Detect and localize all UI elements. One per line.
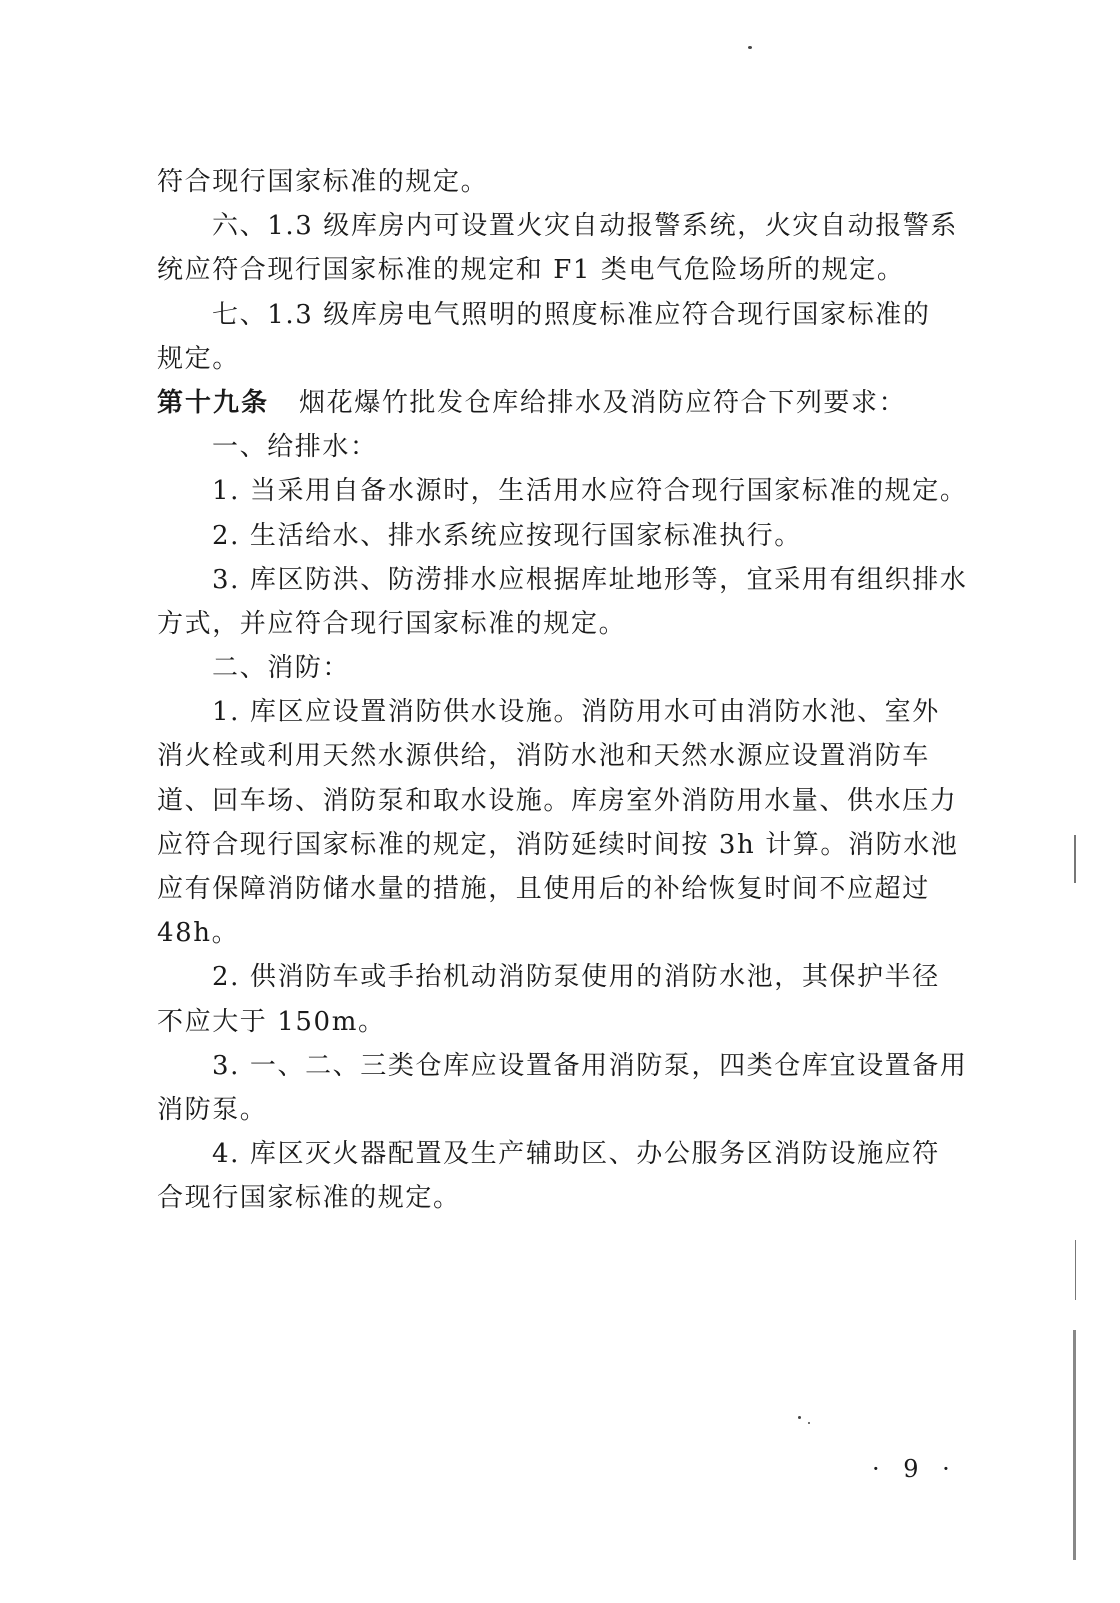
text-line: 方式，并应符合现行国家标准的规定。 xyxy=(157,608,627,639)
scan-speck xyxy=(808,1422,810,1424)
text-line: 48h。 xyxy=(157,918,240,949)
text-line: 符合现行国家标准的规定。 xyxy=(157,167,489,197)
section-heading: 二、消防： xyxy=(212,653,351,684)
text-line: 统应符合现行国家标准的规定和 F1 类电气危险场所的规定。 xyxy=(157,255,905,286)
text-line: 应符合现行国家标准的规定，消防延续时间按 3h 计算。消防水池 xyxy=(157,829,959,860)
text-line: 道、回车场、消防泵和取水设施。库房室外消防用水量、供水压力 xyxy=(157,785,958,816)
text-line: 六、1.3 级库房内可设置火灾自动报警系统，火灾自动报警系 xyxy=(212,211,959,242)
text-line: 2. 生活给水、排水系统应按现行国家标准执行。 xyxy=(212,520,802,551)
text-line: 规定。 xyxy=(157,343,240,374)
scan-speck xyxy=(748,46,752,49)
text-line: 消火栓或利用天然水源供给，消防水池和天然水源应设置消防车 xyxy=(157,741,930,772)
text-line: 不应大于 150m。 xyxy=(157,1006,386,1037)
text-line: 1. 库区应设置消防供水设施。消防用水可由消防水池、室外 xyxy=(212,697,940,728)
text-line: 3. 库区防洪、防涝排水应根据库址地形等，宜采用有组织排水 xyxy=(212,564,968,595)
article-text: 烟花爆竹批发仓库给排水及消防应符合下列要求： xyxy=(299,387,907,418)
section-heading: 一、给排水： xyxy=(212,432,378,463)
article-heading xyxy=(157,381,957,425)
text-line: 3. 一、二、三类仓库应设置备用消防泵，四类仓库宜设置备用 xyxy=(212,1050,968,1081)
text-line: 七、1.3 级库房电气照明的照度标准应符合现行国家标准的 xyxy=(212,299,931,330)
text-line: 消防泵。 xyxy=(157,1094,268,1125)
text-line: 合现行国家标准的规定。 xyxy=(157,1183,461,1214)
scan-edge-mark xyxy=(1073,1330,1076,1560)
scan-speck xyxy=(798,1416,801,1419)
document-body xyxy=(157,160,968,1221)
scan-edge-mark xyxy=(1075,1240,1076,1300)
article-number: 第十九条 xyxy=(157,387,270,418)
page-number: · 9 · xyxy=(872,1455,958,1483)
text-line: 应有保障消防储水量的措施，且使用后的补给恢复时间不应超过 xyxy=(157,874,930,904)
scan-edge-mark xyxy=(1074,835,1076,883)
text-line: 4. 库区灭火器配置及生产辅助区、办公服务区消防设施应符 xyxy=(212,1139,940,1170)
text-line: 2. 供消防车或手抬机动消防泵使用的消防水池，其保护半径 xyxy=(212,962,940,993)
text-line: 1. 当采用自备水源时，生活用水应符合现行国家标准的规定。 xyxy=(212,476,968,507)
